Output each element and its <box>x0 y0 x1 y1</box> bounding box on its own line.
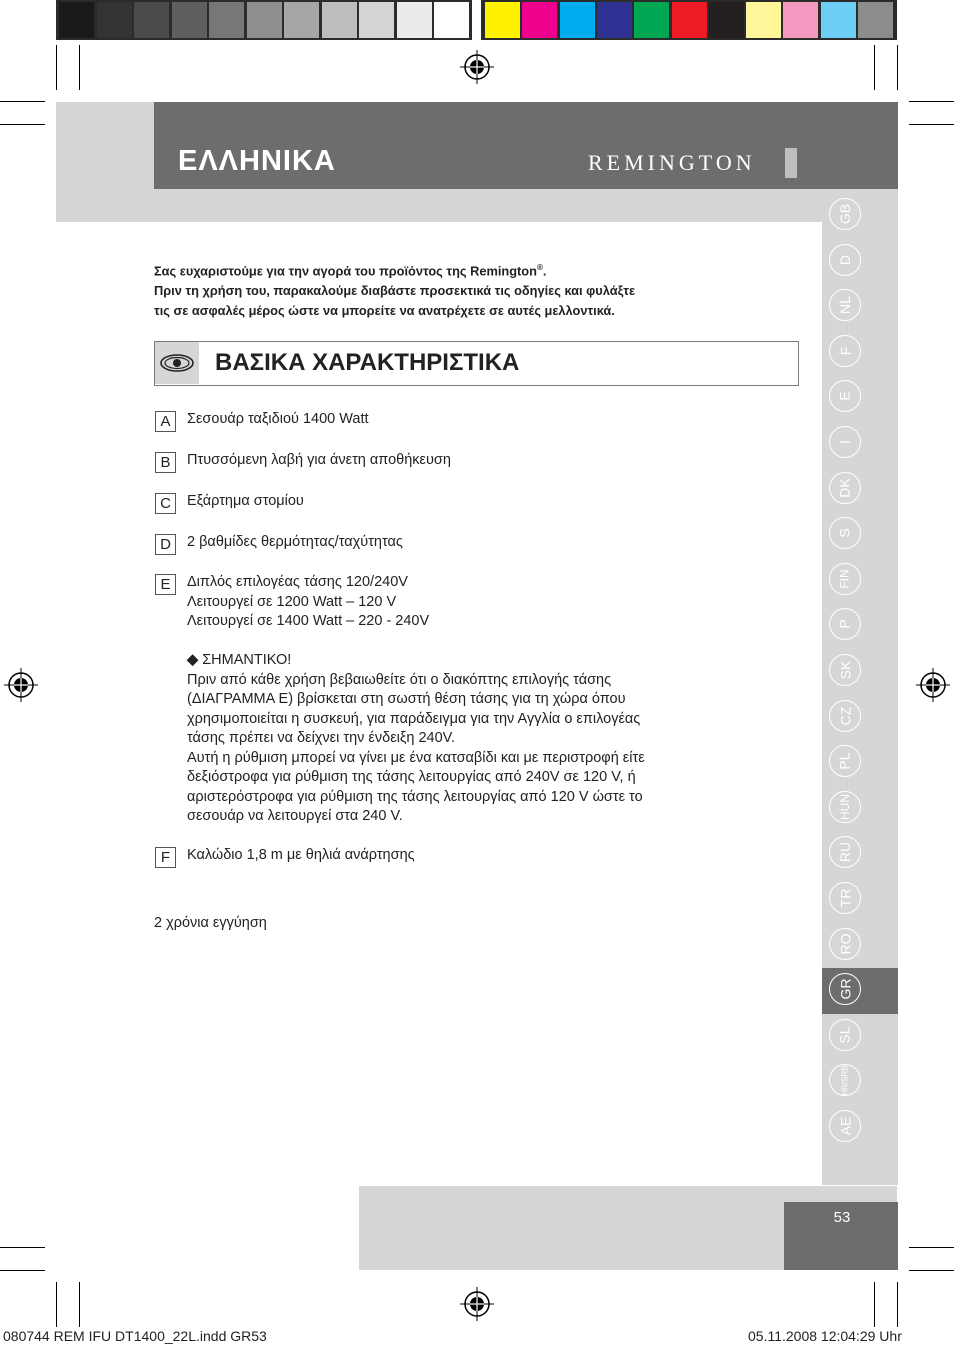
crop-mark <box>909 124 954 125</box>
language-label: HUN <box>838 793 852 820</box>
language-label: NL <box>837 296 853 315</box>
language-label: HR/SRB <box>840 1065 850 1096</box>
left-gray-panel <box>56 102 154 222</box>
top-gray-strip <box>154 189 898 225</box>
language-label: P <box>837 619 853 630</box>
crop-mark <box>874 1282 875 1327</box>
color-swatch <box>597 2 632 38</box>
language-tab-dk[interactable] <box>829 472 861 504</box>
registration-mark <box>916 668 950 702</box>
language-tab-sk[interactable] <box>829 654 861 686</box>
color-swatch <box>709 2 744 38</box>
important-line: δεξιόστροφα για ρύθμιση της τάσης λειτουργίας από 240V σε 120 V, ή <box>187 769 636 785</box>
language-label: I <box>836 440 853 444</box>
important-line: τάσης πρέπει να δείχνει την ένδειξη 240V. <box>187 730 456 746</box>
important-line: Αυτή η ρύθμιση μπορεί να γίνει με ένα κατσαβίδι και με περιστροφή είτε <box>187 749 645 766</box>
crop-mark <box>0 1270 45 1271</box>
feature-letter: C <box>155 493 176 514</box>
language-tab-gr[interactable] <box>829 973 861 1005</box>
language-tab-f[interactable] <box>829 335 861 367</box>
language-label: GR <box>837 978 853 1000</box>
color-swatch <box>634 2 669 38</box>
language-tab-pl[interactable] <box>829 745 861 777</box>
warranty-text: 2 χρόνια εγγύηση <box>154 915 267 931</box>
gray-swatch <box>59 2 94 38</box>
registration-mark <box>460 50 494 84</box>
color-swatch <box>858 2 893 38</box>
color-swatch <box>783 2 818 38</box>
feature-text: Σεσουάρ ταξιδιού 1400 Watt <box>187 411 369 427</box>
language-tab-s[interactable] <box>829 517 861 549</box>
language-label: PL <box>837 752 853 770</box>
language-label: SL <box>837 1026 853 1044</box>
feature-letter: D <box>155 534 176 555</box>
intro-line: τις σε ασφαλές μέρος ώστε να μπορείτε να ανατρέχετε σε αυτές μελλοντικά. <box>154 303 615 319</box>
crop-mark <box>79 1282 80 1327</box>
section-icon-box <box>155 342 199 384</box>
color-swatch <box>522 2 557 38</box>
feature-text: Διπλός επιλογέας τάσης 120/240V <box>187 574 408 590</box>
intro-line-end: . <box>542 263 547 279</box>
warning-icon: ◆ <box>187 652 199 668</box>
feature-text: Λειτουργεί σε 1400 Watt – 220 - 240V <box>187 613 430 629</box>
language-tab-tr[interactable] <box>829 882 861 914</box>
important-block <box>187 651 777 827</box>
language-label: CZ <box>836 706 853 725</box>
important-line: σεσουάρ να λειτουργεί στα 240 V. <box>187 808 403 824</box>
gray-swatch <box>97 2 132 38</box>
intro-line: Σας ευχαριστούμε για την αγορά του προϊόντος της Remington <box>154 263 537 279</box>
language-label: TR <box>836 888 853 908</box>
footer-timestamp: 05.11.2008 12:04:29 Uhr <box>748 1328 902 1344</box>
language-label: SK <box>837 660 853 680</box>
crop-mark <box>0 101 45 102</box>
feature-letter: F <box>155 847 176 868</box>
feature-text: Λειτουργεί σε 1200 Watt – 120 V <box>187 593 397 610</box>
language-label: E <box>837 391 853 402</box>
color-swatch <box>746 2 781 38</box>
brand-bar <box>785 148 797 178</box>
feature-text: Εξάρτημα στομίου <box>187 493 304 509</box>
color-swatch <box>821 2 856 38</box>
language-tab-sl[interactable] <box>829 1019 861 1051</box>
crop-mark <box>909 101 954 102</box>
crop-mark <box>897 1282 898 1327</box>
language-label: RO <box>837 933 853 955</box>
gray-swatch <box>434 2 469 38</box>
important-line: Πριν από κάθε χρήση βεβαιωθείτε ότι ο διακόπτης επιλογής τάσης <box>187 671 612 688</box>
language-tab-nl[interactable] <box>829 289 861 321</box>
language-tab-d[interactable] <box>829 244 861 276</box>
feature-text-block <box>187 573 777 632</box>
crop-mark <box>874 45 875 90</box>
crop-mark <box>79 45 80 90</box>
gray-swatch <box>397 2 432 38</box>
language-tab-hun[interactable] <box>829 791 861 823</box>
eye-icon <box>155 342 199 384</box>
registration-mark <box>4 668 38 702</box>
page-number: 53 <box>833 1209 851 1226</box>
language-label: S <box>837 528 853 538</box>
page-title: ΕΛΛΗΝΙΚΑ <box>178 145 336 177</box>
language-tab-i[interactable] <box>829 426 861 458</box>
important-line: αριστερόστροφα για ρύθμιση της τάσης λειτουργίας από 120 V ώστε το <box>187 788 643 805</box>
gray-swatch <box>172 2 207 38</box>
gray-swatch <box>209 2 244 38</box>
language-label: FIN <box>838 569 852 589</box>
color-swatch <box>560 2 595 38</box>
important-line: χρησιμοποιείται η συσκευή, για παράδειγμα για την Αγγλία ο επιλογέας <box>187 710 641 727</box>
crop-mark <box>0 124 45 125</box>
gray-swatch <box>247 2 282 38</box>
language-label: D <box>837 254 853 265</box>
gray-swatch <box>322 2 357 38</box>
language-tab-fin[interactable] <box>829 563 861 595</box>
language-label: AE <box>837 1116 853 1136</box>
important-line: (ΔΙΑΓΡΑΜΜΑ Ε) βρίσκεται στη σωστή θέση τάσης για τη χώρα όπου <box>187 691 626 707</box>
footer-file-info: 080744 REM IFU DT1400_22L.indd GR53 <box>3 1328 267 1344</box>
crop-mark <box>909 1270 954 1271</box>
crop-mark <box>56 45 57 90</box>
feature-letter: A <box>155 411 176 432</box>
brand-logo: REMINGTON <box>588 150 756 175</box>
language-label: F <box>837 346 853 356</box>
important-heading: ΣΗΜΑΝΤΙΚΟ! <box>202 652 292 668</box>
gray-swatch <box>359 2 394 38</box>
crop-mark <box>897 45 898 90</box>
registration-mark <box>460 1287 494 1321</box>
language-label: RU <box>836 842 853 863</box>
gray-swatch <box>284 2 319 38</box>
language-tab-cz[interactable] <box>829 700 861 732</box>
gray-swatch <box>134 2 169 38</box>
crop-mark <box>909 1247 954 1248</box>
crop-mark <box>0 1247 45 1248</box>
language-tab-gb[interactable] <box>829 198 861 230</box>
color-swatch <box>485 2 520 38</box>
section-title: ΒΑΣΙΚΑ ΧΑΡΑΚΤΗΡΙΣΤΙΚΑ <box>215 349 520 376</box>
feature-text: Καλώδιο 1,8 m με θηλιά ανάρτησης <box>187 847 415 863</box>
feature-text: Πτυσσόμενη λαβή για άνετη αποθήκευση <box>187 452 451 468</box>
feature-text: 2 βαθμίδες θερμότητας/ταχύτητας <box>187 534 403 550</box>
language-tab-ae[interactable] <box>829 1110 861 1142</box>
intro-line: Πριν τη χρήση του, παρακαλούμε διαβάστε προσεκτικά τις οδηγίες και φυλάξτε <box>154 283 636 299</box>
language-label: DK <box>836 477 853 498</box>
color-swatch <box>672 2 707 38</box>
language-label: GB <box>836 203 853 225</box>
feature-letter: B <box>155 452 176 473</box>
intro-text <box>154 258 794 321</box>
crop-mark <box>56 1282 57 1327</box>
registered-mark: ® <box>536 263 543 272</box>
language-tab-ro[interactable] <box>829 928 861 960</box>
feature-letter: E <box>155 574 176 595</box>
